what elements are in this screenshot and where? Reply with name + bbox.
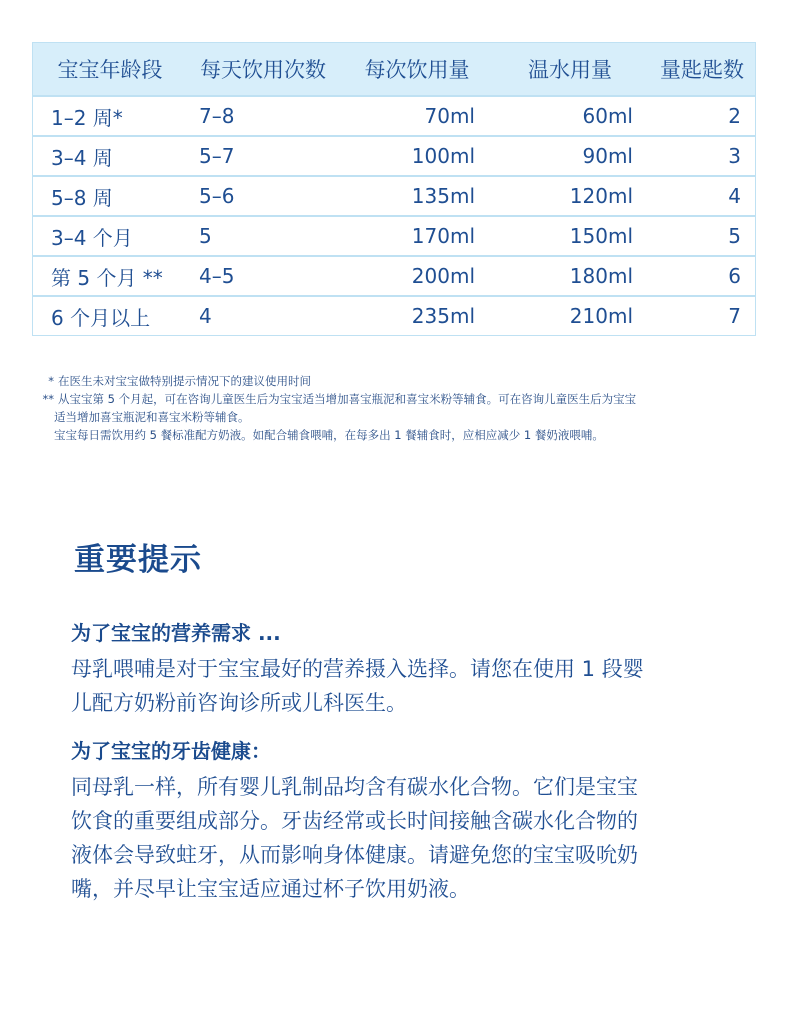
cell-amount: 200ml	[411, 264, 475, 288]
footnote-text: 宝宝每日需饮用约 5 餐标准配方奶液。如配合辅食喂哺，在每多出 1 餐辅食时，应相应减少 1 餐奶液喂哺。	[54, 428, 604, 442]
tip-heading-nutrition: 为了宝宝的营养需求 ...	[71, 621, 281, 645]
cell-amount: 135ml	[411, 184, 475, 208]
cell-water: 60ml	[582, 104, 633, 128]
header-age: 宝宝年龄段	[57, 58, 163, 82]
table-row	[33, 255, 755, 295]
footnote-continuation: 适当增加喜宝瓶泥和喜宝米粉等辅食。	[54, 410, 250, 424]
header-times-per-day: 每天饮用次数	[200, 58, 326, 82]
cell-water: 180ml	[569, 264, 633, 288]
cell-times: 5–6	[199, 184, 235, 208]
footnote-text: 从宝宝第 5 个月起，可在咨询儿童医生后为宝宝适当增加喜宝瓶泥和喜宝米粉等辅食。可在咨询儿童医生后为宝宝	[58, 392, 637, 406]
table-row	[33, 295, 755, 335]
cell-times: 5–7	[199, 144, 235, 168]
cell-times: 4–5	[199, 264, 235, 288]
tip-line: 嘴，并尽早让宝宝适应通过杯子饮用奶液。	[71, 877, 470, 901]
table-header-row	[33, 43, 755, 95]
footnotes	[38, 372, 768, 444]
table-row	[33, 95, 755, 135]
table-row	[33, 215, 755, 255]
cell-scoops: 3	[728, 144, 741, 168]
cell-scoops: 7	[728, 304, 741, 328]
header-scoops: 量匙匙数	[660, 58, 744, 82]
table-row	[33, 135, 755, 175]
table-row	[33, 175, 755, 215]
cell-scoops: 4	[728, 184, 741, 208]
cell-amount: 100ml	[411, 144, 475, 168]
footnote	[38, 372, 768, 390]
tip-body-nutrition	[71, 652, 731, 720]
cell-amount: 235ml	[411, 304, 475, 328]
cell-times: 4	[199, 304, 212, 328]
tip-line: 同母乳一样，所有婴儿乳制品均含有碳水化合物。它们是宝宝	[71, 775, 638, 799]
cell-amount: 170ml	[411, 224, 475, 248]
footnote-mark: **	[42, 392, 54, 406]
section-title: 重要提示	[74, 542, 202, 578]
footnote	[38, 390, 768, 408]
cell-age: 6 个月以上	[51, 305, 151, 330]
cell-age: 3–4 个月	[51, 225, 133, 250]
header-water-amount: 温水用量	[528, 58, 612, 82]
tip-body-teeth	[71, 770, 731, 906]
cell-water: 210ml	[569, 304, 633, 328]
tip-line: 母乳喂哺是对于宝宝最好的营养摄入选择。请您在使用 1 段婴	[71, 657, 644, 681]
footnote-mark: *	[48, 374, 54, 388]
cell-age: 第 5 个月 **	[51, 265, 163, 290]
tip-line: 饮食的重要组成部分。牙齿经常或长时间接触含碳水化合物的	[71, 809, 638, 833]
cell-age: 1–2 周*	[51, 105, 123, 130]
tips-section	[71, 618, 731, 906]
cell-scoops: 5	[728, 224, 741, 248]
tip-heading-teeth: 为了宝宝的牙齿健康：	[71, 739, 271, 763]
cell-amount: 70ml	[424, 104, 475, 128]
feeding-table	[32, 42, 756, 336]
tip-line: 液体会导致蛀牙，从而影响身体健康。请避免您的宝宝吸吮奶	[71, 843, 638, 867]
cell-water: 120ml	[569, 184, 633, 208]
cell-age: 3–4 周	[51, 145, 113, 170]
cell-scoops: 2	[728, 104, 741, 128]
cell-times: 5	[199, 224, 212, 248]
header-amount-per-feed: 每次饮用量	[364, 58, 470, 82]
cell-water: 150ml	[569, 224, 633, 248]
tip-line: 儿配方奶粉前咨询诊所或儿科医生。	[71, 691, 407, 715]
cell-times: 7–8	[199, 104, 235, 128]
cell-age: 5–8 周	[51, 185, 113, 210]
cell-scoops: 6	[728, 264, 741, 288]
footnote-text: 在医生未对宝宝做特别提示情况下的建议使用时间	[58, 374, 311, 388]
cell-water: 90ml	[582, 144, 633, 168]
